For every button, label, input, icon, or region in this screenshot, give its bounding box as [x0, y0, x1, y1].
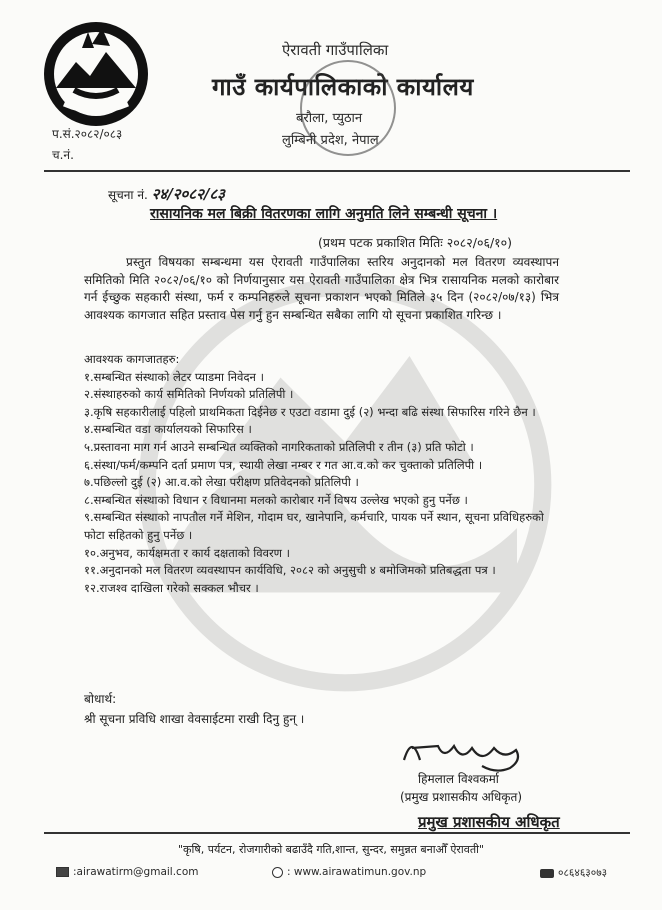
- reference-number: प.सं.२०८२/०८३: [52, 127, 123, 141]
- publication-date: (प्रथम पटक प्रकाशित मितिः २०८२/०६/१०): [318, 235, 513, 250]
- notice-paragraph: प्रस्तुत विषयका सम्बन्धमा यस ऐरावती गाउँपालिका स्तरिय अनुदानको मल वितरण व्यवस्थापन समितिको मिति २०८२/०६/१० को निर्णयानुसार यस ऐरावती गाउँपालिका क्षेत्र भित्र रासायनिक मलको कारोबार गर्न ईच्छुक सहकारी संस्था, फर्म र कम्पनिहरुले सूचना प्रकाशन भएको मितिले ३५ दिन (२०८२/०७/१३) भित्र आवश्यक कागजात सहित प्रस्ताव पेस गर्नु हुन सम्बन्धित सबैका लागि यो सूचना प्रकाशित गरिन्छ ।: [84, 255, 559, 323]
- document-item: १.सम्बन्धित संस्थाको लेटर प्याडमा निवेदन ।: [84, 369, 264, 384]
- designation-stamp: प्रमुख प्रशासकीय अधिकृत: [418, 813, 560, 831]
- document-item: १२.राजश्व दाखिला गरेको सक्कल भौचर ।: [84, 580, 259, 595]
- office-seal-stamp: [300, 60, 396, 156]
- nepal-emblem-icon: [40, 18, 152, 130]
- documents-heading: आवश्यक कागजातहरु:: [84, 352, 180, 366]
- document-item: ८.सम्बन्धित संस्थाको विधान र विधानमा मलको कारोबार गर्ने विषय उल्लेख भएको हुनु पर्नेछ ।: [84, 492, 468, 507]
- email-text: :airawatirm@gmail.com: [73, 866, 199, 878]
- cc-text: श्री सूचना प्रविधि शाखा वेवसाईटमा राखी दिनु हुन् ।: [84, 712, 305, 726]
- footer-website: [272, 866, 426, 878]
- header-divider: [44, 170, 630, 172]
- notice-number: [108, 184, 225, 204]
- phone-icon: [540, 869, 554, 878]
- phone-text: ०८६४६३०७३: [558, 867, 608, 879]
- office-province: लुम्बिनी प्रदेश, नेपाल: [282, 133, 379, 148]
- document-item: ६.संस्था/फर्म/कम्पनि दर्ता प्रमाण पत्र, स्थायी लेखा नम्बर र गत आ.व.को कर चुक्ताको प्रतिलिपी ।: [84, 457, 483, 472]
- document-item: ३.कृषि सहकारीलाई पहिलो प्राथमिकता दिईनेछ र एउटा वडामा दुई (२) भन्दा बढि संस्था सिफारिस गरिने छैन ।: [84, 404, 536, 419]
- document-item: १०.अनुभव, कार्यक्षमता र कार्य दक्षताको विवरण ।: [84, 545, 291, 560]
- signatory-title: (प्रमुख प्रशासकीय अधिकृत): [400, 790, 523, 804]
- cc-label: बोधार्थ:: [84, 692, 117, 706]
- notice-number-label: सूचना नं.: [108, 188, 148, 202]
- footer-email: [56, 866, 198, 878]
- document-item: ७.पछिल्लो दुई (२) आ.व.को लेखा परीक्षण प्रतिवेदनको प्रतिलिपी ।: [84, 475, 359, 490]
- email-icon: [56, 867, 69, 877]
- signatory-name: हिमलाल विश्वकर्मा: [418, 772, 499, 786]
- document-item: ४.सम्बन्धित वडा कार्यालयको सिफारिस ।: [84, 422, 252, 437]
- website-text: : www.airawatimun.gov.np: [287, 866, 427, 878]
- document-item: २.संस्थाहरुको कार्य समितिको निर्णयको प्रतिलिपी ।: [84, 387, 294, 402]
- required-documents: [84, 351, 559, 597]
- document-item: ५.प्रस्तावना माग गर्न आउने सम्बन्धित व्यक्तिको नागरिकताको प्रतिलिपी र तीन (३) प्रति फोटो ।: [84, 439, 474, 454]
- footer-motto: "कृषि, पर्यटन, रोजगारीको बढाउँदै गति,शान्त, सुन्दर, समुन्नत बनाऔँ ऐरावती": [178, 843, 485, 856]
- document-item: ११.अनुदानको मल वितरण व्यवस्थापन कार्यविधि, २०८२ को अनुसुची ४ बमोजिमको प्रतिबद्धता पत्र ।: [84, 563, 496, 578]
- notice-subject: रासायनिक मल बिक्री वितरणका लागि अनुमति लिने सम्बन्धी सूचना ।: [150, 206, 498, 222]
- document-item: ९.सम्बन्धित संस्थाको नापतौल गर्ने मेशिन, गोदाम घर, खानेपानि, कर्मचारि, पायक पर्ने स्थान, सूचना प्रविधिहरुको फोटा सहितको हुनु पर्नेछ ।: [84, 510, 544, 542]
- rural-municipality-name: ऐरावती गाउँपालिका: [282, 41, 389, 59]
- notice-number-value: २४/२०८२/८३: [151, 185, 225, 203]
- footer-divider: [44, 832, 630, 834]
- footer-phone: [540, 866, 607, 880]
- chalani-number: च.नं.: [52, 148, 74, 162]
- notice-body: [84, 254, 559, 325]
- globe-icon: [272, 867, 283, 878]
- office-location: बरौला, प्युठान: [296, 111, 363, 126]
- office-title: गाउँ कार्यपालिकाको कार्यालय: [212, 73, 474, 101]
